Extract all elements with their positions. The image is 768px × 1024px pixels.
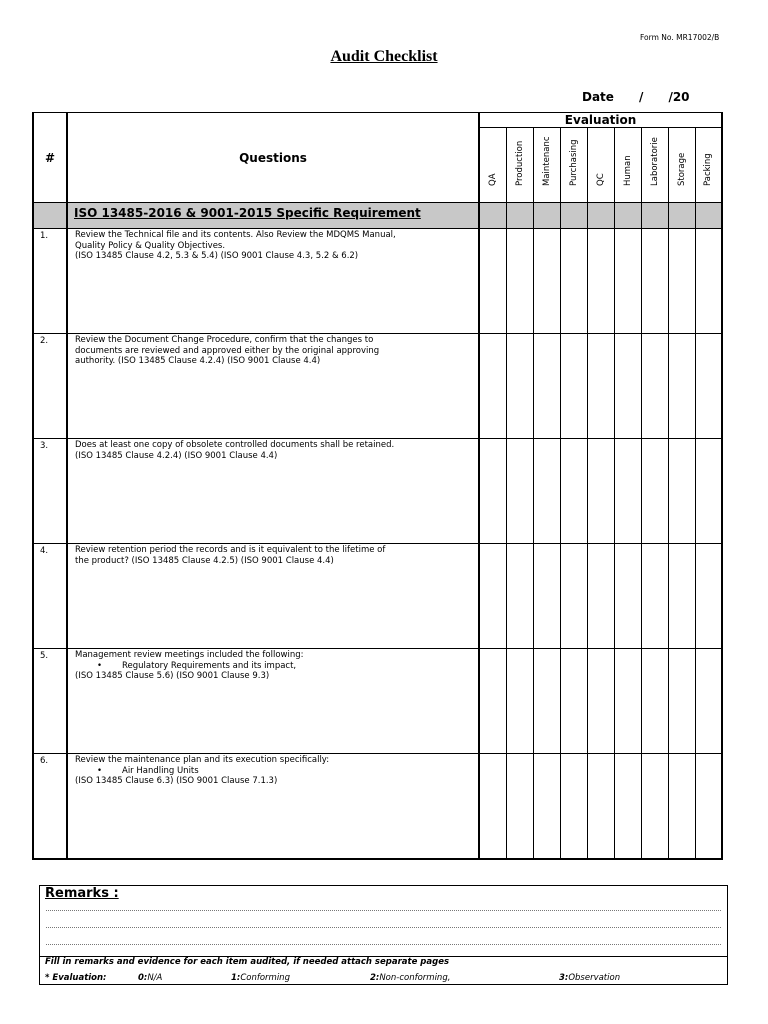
evaluation-cell[interactable] [533, 334, 560, 439]
question-line: (ISO 13485 Clause 4.2.4) (ISO 9001 Clause 4.4) [75, 450, 278, 461]
evaluation-cell[interactable] [506, 754, 533, 860]
evaluation-cell[interactable] [587, 229, 614, 334]
evaluation-cell[interactable] [668, 544, 695, 649]
evaluation-cell[interactable] [668, 754, 695, 860]
eval-col-maintenance: Maintenanc [533, 128, 560, 203]
evaluation-cell[interactable] [641, 754, 668, 860]
question-line: authority. (ISO 13485 Clause 4.2.4) (ISO 9001 Clause 4.4) [75, 356, 321, 366]
evaluation-cell[interactable] [614, 229, 641, 334]
evaluation-cell[interactable] [587, 649, 614, 754]
evaluation-cell[interactable] [695, 754, 722, 860]
question-text [67, 439, 479, 544]
row-number: 2. [33, 334, 67, 439]
remarks-box [39, 885, 728, 985]
evaluation-cell[interactable] [668, 439, 695, 544]
evaluation-cell[interactable] [533, 544, 560, 649]
question-line: Review the Technical file and its contents. Also Review the MDQMS Manual, [75, 230, 396, 240]
evaluation-legend [45, 973, 725, 985]
header-number: # [33, 113, 67, 203]
header-evaluation: Evaluation [479, 113, 722, 128]
row-number: 5. [33, 649, 67, 754]
evaluation-cell[interactable] [641, 229, 668, 334]
evaluation-cell[interactable] [695, 229, 722, 334]
eval-col-production: Production [506, 128, 533, 203]
question-line: (ISO 13485 Clause 4.2, 5.3 & 5.4) (ISO 9001 Clause 4.3, 5.2 & 6.2) [75, 251, 359, 261]
question-text [67, 544, 479, 649]
evaluation-cell[interactable] [479, 754, 506, 860]
evaluation-cell[interactable] [641, 544, 668, 649]
evaluation-cell[interactable] [560, 334, 587, 439]
evaluation-cell[interactable] [587, 334, 614, 439]
eval-col-packing: Packing [695, 128, 722, 203]
evaluation-cell[interactable] [533, 754, 560, 860]
question-bullet: • Air Handling Units [75, 766, 474, 777]
section-title: ISO 13485-2016 & 9001-2015 Specific Requirement [67, 203, 479, 229]
table-row [33, 229, 722, 334]
eval-col-qc: QC [587, 128, 614, 203]
eval-col-storage: Storage [668, 128, 695, 203]
question-line: Review the Document Change Procedure, confirm that the changes to [75, 335, 374, 345]
evaluation-cell[interactable] [695, 439, 722, 544]
form-number: Form No. MR17002/B [640, 33, 720, 42]
table-row [33, 439, 722, 544]
evaluation-cell[interactable] [668, 649, 695, 754]
evaluation-cell[interactable] [587, 754, 614, 860]
table-row [33, 649, 722, 754]
evaluation-cell[interactable] [668, 334, 695, 439]
eval-col-qa: QA [479, 128, 506, 203]
remarks-line-1[interactable] [46, 910, 721, 911]
fill-instructions: Fill in remarks and evidence for each item audited, if needed attach separate pages [45, 957, 450, 967]
evaluation-cell[interactable] [587, 439, 614, 544]
section-header-row [33, 203, 722, 229]
evaluation-cell[interactable] [614, 439, 641, 544]
evaluation-cell[interactable] [533, 439, 560, 544]
evaluation-cell[interactable] [614, 544, 641, 649]
evaluation-cell[interactable] [614, 649, 641, 754]
legend-item-2: 2:Non-conforming, [370, 973, 451, 983]
evaluation-cell[interactable] [479, 229, 506, 334]
question-line: Quality Policy & Quality Objectives. [75, 240, 226, 251]
legend-item-0: 0:N/A [138, 973, 163, 983]
question-line: Review retention period the records and is it equivalent to the lifetime of [75, 545, 386, 555]
evaluation-cell[interactable] [560, 649, 587, 754]
evaluation-cell[interactable] [560, 439, 587, 544]
evaluation-cell[interactable] [641, 334, 668, 439]
evaluation-cell[interactable] [506, 439, 533, 544]
evaluation-cell[interactable] [668, 229, 695, 334]
legend-item-3: 3:Observation [559, 973, 621, 983]
evaluation-cell[interactable] [614, 334, 641, 439]
table-header-row [33, 113, 722, 128]
evaluation-cell[interactable] [641, 649, 668, 754]
table-row [33, 334, 722, 439]
question-line: Does at least one copy of obsolete controlled documents shall be retained. [75, 440, 395, 450]
question-line: Review the maintenance plan and its execution specifically: [75, 755, 330, 765]
page-title-text: Audit Checklist [330, 48, 438, 65]
remarks-line-2[interactable] [46, 927, 721, 928]
audit-checklist-table [32, 112, 723, 860]
row-number: 6. [33, 754, 67, 860]
evaluation-cell[interactable] [479, 544, 506, 649]
evaluation-cell[interactable] [587, 544, 614, 649]
eval-col-purchasing: Purchasing [560, 128, 587, 203]
legend-prefix: * Evaluation: [45, 973, 107, 983]
header-questions: Questions [67, 113, 479, 203]
row-number: 4. [33, 544, 67, 649]
row-number: 3. [33, 439, 67, 544]
question-text [67, 229, 479, 334]
evaluation-cell[interactable] [560, 544, 587, 649]
evaluation-cell[interactable] [533, 649, 560, 754]
remarks-label: Remarks : [45, 886, 119, 901]
table-row [33, 754, 722, 860]
question-clause: (ISO 13485 Clause 6.3) (ISO 9001 Clause 7.1.3) [75, 776, 278, 786]
evaluation-cell[interactable] [695, 334, 722, 439]
remarks-line-3[interactable] [46, 944, 721, 945]
question-text [67, 754, 479, 860]
evaluation-cell[interactable] [695, 649, 722, 754]
page-title [0, 48, 768, 66]
question-line: the product? (ISO 13485 Clause 4.2.5) (ISO 9001 Clause 4.4) [75, 555, 334, 566]
date-field: Date / /20 [582, 90, 690, 104]
eval-col-laboratories: Laboratorie [641, 128, 668, 203]
eval-col-human: Human [614, 128, 641, 203]
evaluation-cell[interactable] [479, 334, 506, 439]
evaluation-cell[interactable] [479, 649, 506, 754]
evaluation-cell[interactable] [506, 649, 533, 754]
evaluation-cell[interactable] [560, 754, 587, 860]
evaluation-cell[interactable] [506, 544, 533, 649]
question-bullet: • Regulatory Requirements and its impact, [75, 661, 474, 672]
question-line: Management review meetings included the following: [75, 650, 304, 660]
evaluation-cell[interactable] [560, 229, 587, 334]
evaluation-cell[interactable] [533, 229, 560, 334]
table-row [33, 544, 722, 649]
question-text [67, 334, 479, 439]
legend-item-1: 1:Conforming [231, 973, 290, 983]
evaluation-cell[interactable] [641, 439, 668, 544]
evaluation-cell[interactable] [614, 754, 641, 860]
question-line: documents are reviewed and approved either by the original approving [75, 345, 380, 356]
evaluation-cell[interactable] [506, 334, 533, 439]
question-text [67, 649, 479, 754]
row-number: 1. [33, 229, 67, 334]
evaluation-cell[interactable] [506, 229, 533, 334]
evaluation-cell[interactable] [479, 439, 506, 544]
evaluation-cell[interactable] [695, 544, 722, 649]
section-number-cell [33, 203, 67, 229]
question-clause: (ISO 13485 Clause 5.6) (ISO 9001 Clause 9.3) [75, 671, 270, 681]
